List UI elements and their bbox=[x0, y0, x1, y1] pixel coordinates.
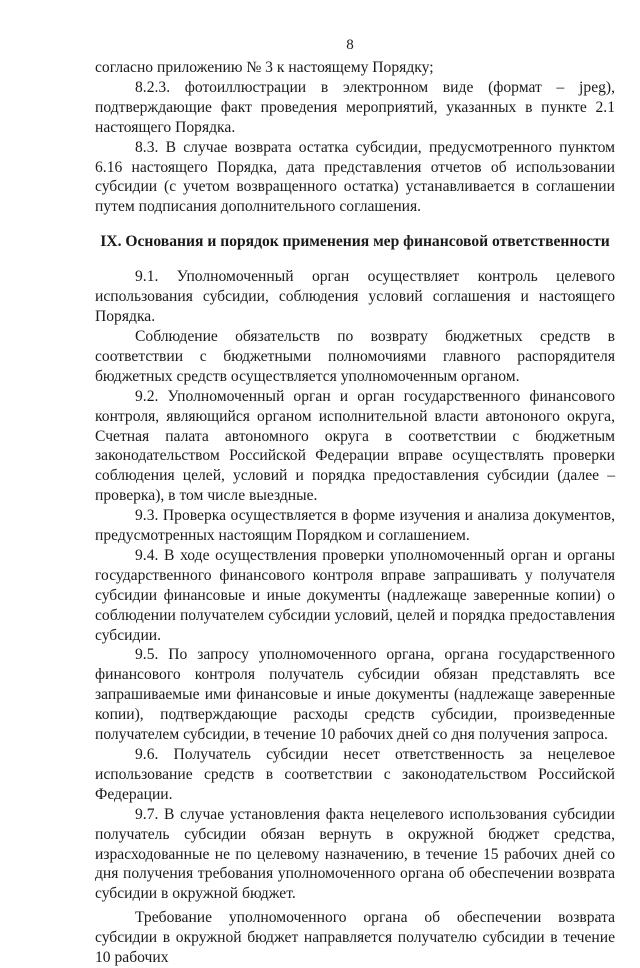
paragraph-9-1: 9.1. Уполномоченный орган осуществляет контроль целевого использования субсидии, соблюдения условий соглашения и настоящего Порядка. bbox=[95, 268, 615, 326]
paragraph-requirement: Требование уполномоченного органа об обеспечении возврата субсидии в окружной бюджет направляется получателю субсидии в течение 10 рабочих bbox=[95, 909, 615, 967]
section-heading: IX. Основания и порядок применения мер финансовой ответственности bbox=[100, 233, 610, 251]
paragraph-9-2: 9.2. Уполномоченный орган и орган государственного финансового контроля, являющийся органом исполнительной власти автононого округа, Счетная палата автономного округа в соответствии с бюджетным законодательством Российской Федерации вправе осуществлять проверки соблюдения целей, условий и порядка предоставления субсидии (далее – проверка), в том числе выездные. bbox=[95, 387, 615, 505]
paragraph-9-6: 9.6. Получатель субсидии несет ответственность за нецелевое использование средств в соответствии с законодательством Российской Федерации. bbox=[95, 746, 615, 803]
paragraph-9-7: 9.7. В случае установления факта нецелевого использования субсидии получатель субсидии обязан вернуть в окружной бюджет средства, израсходованные не по целевому назначению, в течение 15 рабочих дней со дня получения требования уполномоченного органа об обеспечении возврата субсидии в окружной бюджет. bbox=[95, 805, 615, 903]
page-number: 8 bbox=[346, 37, 354, 53]
paragraph-continuation: согласно приложению № 3 к настоящему Порядку; bbox=[95, 59, 434, 76]
paragraph-obligations: Соблюдение обязательств по возврату бюджетных средств в соответствии с бюджетными полномочиями главного распорядителя бюджетных средств осуществляется уполномоченным органом. bbox=[95, 327, 615, 385]
paragraph-9-5: 9.5. По запросу уполномоченного органа, органа государственного финансового контроля получатель субсидии обязан представлять все запрашиваемые ими финансовые и иные документы (надлежаще заверенные копии), подтверждающие расходы средств субсидии, произведенные получателем субсидии, в течение 10 рабочих дней со дня получения запроса. bbox=[95, 646, 615, 744]
paragraph-8-2-3: 8.2.3. фотоиллюстрации в электронном виде (формат – jpeg), подтверждающие факт проведения мероприятий, указанных в пункте 2.1 настоящего Порядка. bbox=[95, 78, 615, 136]
paragraph-9-4: 9.4. В ходе осуществления проверки уполномоченный орган и органы государственного финансового контроля вправе запрашивать у получателя субсидии финансовые и иные документы (надлежаще заверенные копии) о соблюдении получателем субсидии условий, целей и порядка предоставления субсидии. bbox=[95, 546, 615, 644]
document-body bbox=[95, 58, 615, 968]
paragraph-8-3: 8.3. В случае возврата остатка субсидии, предусмотренного пунктом 6.16 настоящего Порядка, дата представления отчетов об использовании субсидии (с учетом возвращенного остатка) устанавливается в соглашении путем подписания дополнительного соглашения. bbox=[95, 138, 615, 216]
paragraph-9-3: 9.3. Проверка осуществляется в форме изучения и анализа документов, предусмотренных настоящим Порядком и соглашением. bbox=[95, 507, 615, 545]
